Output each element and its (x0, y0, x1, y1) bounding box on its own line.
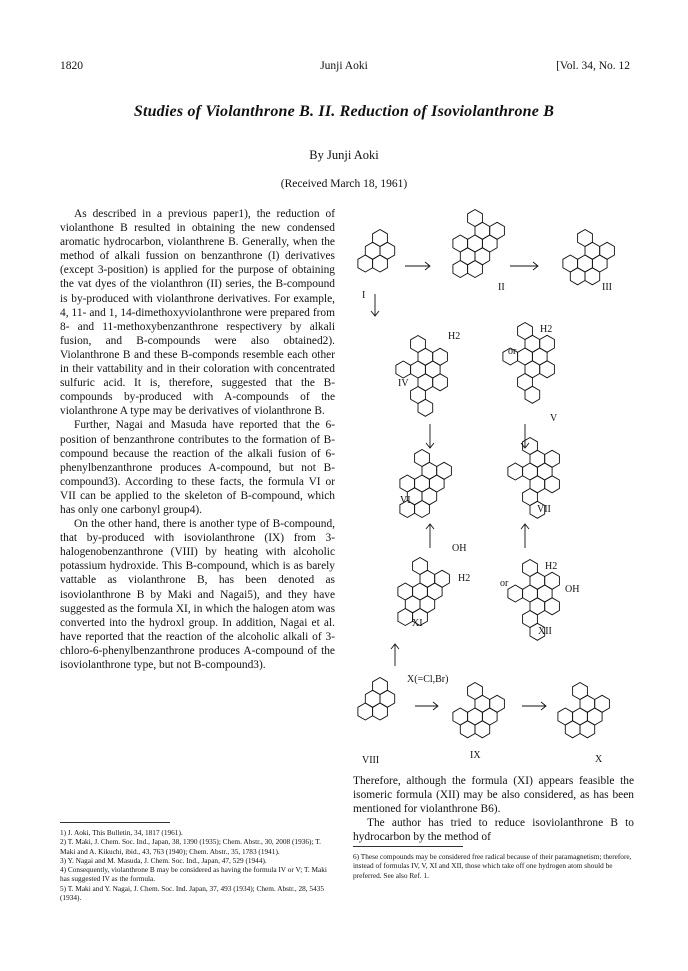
arrow-XII-up (521, 524, 529, 548)
paragraph-5: The author has tried to reduce isoviolanthrone B to hydrocarbon by the method of (353, 817, 634, 844)
benzene-ring (358, 703, 373, 720)
arrow-IX-to-X (522, 702, 546, 710)
author-byline: By Junji Aoki (309, 148, 379, 162)
arrow-V-down (521, 424, 529, 448)
label-IV: IV (398, 378, 409, 389)
or-text-2: or (500, 578, 509, 589)
arrow-IV-down (426, 424, 434, 448)
footnote-6: 6) These compounds may be considered free radical because of their paramagnetism; therefore, instead of formulas IV, V, XI and XII, those which take off one hydrogen atom should be preferred. See also Ref. 1. (353, 852, 632, 880)
arrow-I-down (371, 294, 379, 316)
h2-label-V: H2 (540, 324, 553, 335)
benzene-ring (525, 386, 540, 403)
label-X: X (595, 754, 603, 765)
footnote-rule-right (353, 846, 463, 847)
label-VII: VII (537, 504, 551, 515)
arrow-XI-up (426, 524, 434, 548)
benzene-ring (373, 255, 388, 272)
journal-volume: [Vol. 34, No. 12 (556, 60, 630, 72)
benzene-ring (396, 361, 411, 378)
label-IX: IX (470, 750, 481, 761)
benzene-ring (508, 585, 523, 602)
footnotes-right (353, 846, 634, 880)
label-III: III (602, 282, 612, 293)
paragraph-3: On the other hand, there is another type of B-compound, that by-produced with isoviolanthrone (IX) from 3-halogenobenzanthrone (VIII) by heating with alcoholic potassium hydroxide. This B-compound, which is as barely vattable as violanthrone B, has been denoted as isoviolanthrone B by Maki and Nagai5), and they have suggested as the formula XI, in which the halogen atom was converted into the hydroxl group. In addition, Nagai et al. have reported that the reaction of the alcoholic alkali of 3-chloro-6-phenylbenzanthrone produces A-compound of the isoviolanthrone type, but not B-compound3). (60, 518, 335, 671)
benzene-ring (580, 721, 595, 738)
benzene-ring (585, 268, 600, 285)
benzene-ring (418, 399, 433, 416)
footnote-5: 5) T. Maki and Y. Nagai, J. Chem. Soc. Ind. Japan, 37, 493 (1934); Chem. Abstr., 28, 5435 (1934). (60, 883, 325, 903)
paragraph-1: As described in a previous paper1), the reduction of violanthone B resulted in obtaining the new condensed aromatic hydrocarbon, violanthrene B. Generally, when the method of alkali fussion on benzanthrone (I) derivatives (except 3-position) is applied for the purpose of obtaining the vat dyes of the violanthron (II) series, the B-compound is by-produced with violanthrone derivatives. For example, 4, 11- and 1, 14-dimethoxyviolanthrone were prepared from 8- and 11-methoxybenzanthrone respectivery by alkali fusion, and B-compounds were also obtained2). Violanthrone B and these B-componds resemble each other in their vattability and in their coloration with concentrated sulfuric acid. It is, therefore, suggested that the B-compounds by-produced with A-compounds of the violanthrone A type may be derivatives of violanthrone B. (60, 208, 335, 418)
benzene-ring (453, 261, 468, 278)
benzene-ring (433, 374, 448, 391)
footnote-rule (60, 822, 170, 823)
h2-label-XI: H2 (458, 573, 471, 584)
received-date: (Received March 18, 1961) (280, 178, 408, 190)
benzene-ring (398, 609, 413, 626)
label-I: I (362, 290, 366, 301)
footnote-2: 2) T. Maki, J. Chem. Soc. Ind., Japan, 38, 1390 (1935); Chem. Abstr., 30, 2008 (1936); T. Maki and A. Kikuchi, ibid., 43, 763 (1940); Chem. Abstr., 35, 1783 (1941). (60, 837, 321, 856)
label-II: II (498, 282, 505, 293)
arrow-VIII-up (391, 644, 399, 666)
label-VIII: VIII (362, 755, 380, 766)
running-author: Junji Aoki (320, 60, 368, 72)
oh-label-XII: OH (565, 584, 580, 595)
benzene-ring (460, 721, 475, 738)
footnote-1: 1) J. Aoki, This Bulletin, 34, 1817 (1961). (60, 828, 183, 837)
footnote-3: 3) Y. Nagai and M. Masuda, J. Chem. Soc. Ind., Japan, 47, 529 (1944). (60, 855, 267, 865)
benzene-ring (468, 261, 483, 278)
paragraph-4: Therefore, although the formula (XI) appears feasible the isomeric formula (XII) may be also considered, as has been mentioned for violanthrone B6). (353, 775, 634, 816)
h2-label-XII: H2 (545, 561, 558, 572)
right-column (353, 774, 634, 844)
benzene-ring (545, 598, 560, 615)
or-text-1: or (508, 346, 517, 357)
benzene-ring (545, 476, 560, 493)
paragraph-2: Further, Nagai and Masuda have reported that the 6-position of benzanthrone contributes to the formation of B-compound because the reaction of the alkali fusion of 6-phenylbenzanthrone produces A-compound, but not B-compound3). According to these facts, the formula VI or VII can be applied to the skeleton of B-compound, which has only one carbonyl group4). (60, 419, 335, 516)
label-XII: XII (538, 626, 552, 637)
benzene-ring (475, 721, 490, 738)
arrow-I-to-II (405, 262, 430, 270)
label-VI: VI (400, 495, 411, 506)
halogen-label-VIII: X(=Cl,Br) (407, 674, 449, 685)
benzene-ring (508, 463, 523, 480)
page-number: 1820 (60, 60, 83, 72)
paper-title: Studies of Violanthrone B. II. Reduction of Isoviolanthrone B (133, 103, 555, 120)
benzene-ring (565, 721, 580, 738)
arrow-VIII-to-IX (415, 702, 438, 710)
footnote-4: 4) Consequently, violanthrone B may be considered as having the formula IV or V; T. Maki has suggested IV as the formula. (60, 865, 327, 884)
footnotes-left (60, 822, 335, 902)
reaction-scheme-figure (340, 196, 640, 776)
oh-label-XI: OH (452, 543, 467, 554)
benzene-ring (415, 501, 430, 518)
arrow-II-to-III (510, 262, 538, 270)
label-XI: XI (412, 618, 423, 629)
benzene-ring (540, 361, 555, 378)
label-V: V (550, 413, 558, 424)
h2-label-IV: H2 (448, 331, 461, 342)
left-column (60, 207, 335, 672)
benzene-ring (570, 268, 585, 285)
benzene-ring (358, 255, 373, 272)
benzene-ring (373, 703, 388, 720)
